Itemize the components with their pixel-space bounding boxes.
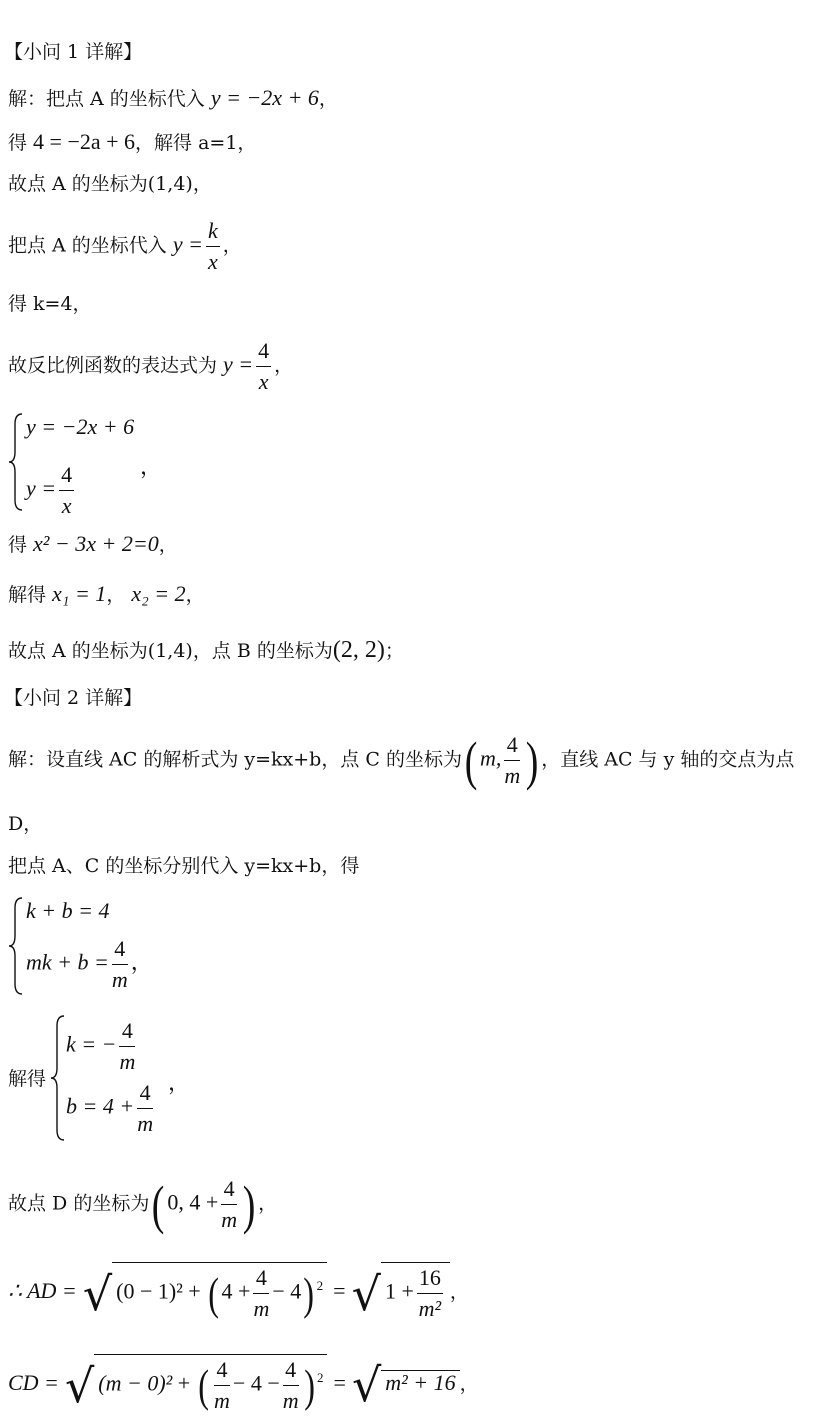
radical-icon: √ [351,1266,381,1321]
line-substitute-ac: 把点 A、C 的坐标分别代入 y=kx+b，得 [8,855,360,877]
left-brace-icon [50,1014,66,1142]
q1-header: 【小问 1 详解】 [4,41,143,63]
line-line-ac: 解：设直线 AC 的解析式为 y=kx+b，点 C 的坐标为( m, $\frac{4}{m}$ ) ，直线 AC 与 y 轴的交点为点 [8,730,795,791]
line-point-d: D， [8,813,43,835]
line-points-ab: 故点 A 的坐标为(1,4)，点 B 的坐标为(2, 2)； [8,637,404,663]
q2-header: 【小问 2 详解】 [4,687,143,709]
line-roots: 解得 x₁ = 1， x₂ = 2， [8,581,205,606]
radical-icon: √ [82,1266,113,1321]
fraction-4-over-m-cd2: $\frac{4}{m}$ [282,1357,299,1413]
radical-icon: √ [351,1358,382,1412]
fraction-4-over-x-sys: $\frac{4}{x}$ [61,462,73,518]
fraction-4-over-m-d: $\frac{4}{m}$ [221,1176,238,1232]
fraction-4-over-x: $\frac{4}{x}$ [258,338,270,394]
sqrt-ad-result: √ 1 + $\frac{16}{\text{m²}}$ [352,1262,450,1324]
equation-system-3: 解得 k = − $\frac{4}{m}$ b = 4 + $\frac{4}{m}$ ， [8,1014,248,1142]
line-substitute-k: 把点 A 的坐标代入 y = $\frac{k}{x}$ ， [8,216,242,277]
system2-row2: mk + b = $\frac{4}{m}$ ， [26,934,153,995]
sqrt-cd: √ (m − 0)² + ( $\frac{4}{m}$ − 4 − $\frac{4}{m}$ ) $^2$ [65,1354,327,1416]
fraction-4-over-m-cd1: $\frac{4}{m}$ [214,1357,230,1413]
system1-row2: y = $\frac{4}{x}$ [26,460,77,521]
fraction-k-over-x: $\frac{k}{x}$ [207,218,218,274]
fraction-4-over-m-b: $\frac{4}{m}$ [137,1080,154,1136]
line-inverse-function: 故反比例函数的表达式为 y = $\frac{4}{x}$ ， [8,336,293,397]
system3-row1: k = − $\frac{4}{m}$ [66,1016,138,1077]
line-quadratic: 得 x² − 3x + 2=0， [8,531,178,556]
equation-system-1: y = −2x + 6 y = $\frac{4}{x}$ ， [8,412,208,512]
fraction-4-over-m-sys2: $\frac{4}{m}$ [111,936,128,992]
sqrt-ad: √ (0 − 1)² + ( 4 + $\frac{4}{m}$ − 4) $^2$ [83,1262,327,1324]
fraction-4-over-m-c: $\frac{4}{m}$ [504,732,521,788]
line-k-value: 得 k=4， [8,293,92,315]
equation-system-2: k + b = 4 mk + b = $\frac{4}{m}$ ， [8,896,228,996]
line-solve-a: 得 4 = −2a + 6，解得 a=1， [8,129,257,154]
line-cd-length: CD = √ (m − 0)² + ( $\frac{4}{m}$ − 4 − $\frac{4}{m}$ ) $^2$ = √ m² + 16 ， [8,1354,479,1416]
radical-icon: √ [64,1358,95,1413]
line-point-a: 故点 A 的坐标为(1,4)， [8,173,212,195]
left-brace-icon [8,896,24,996]
line-ad-length: ∴ AD = √ (0 − 1)² + ( 4 + $\frac{4}{m}$ − 4) $^2$ = √ 1 + $\frac{16}{\text{m²}}$ ， [8,1262,469,1324]
line-point-d-coords: 故点 D 的坐标为( 0, 4 + $\frac{4}{m}$ ) ， [8,1174,278,1235]
line-substitute-a: 解：把点 A 的坐标代入 y = −2x + 6， [8,85,338,110]
fraction-4-over-m-ad: $\frac{4}{m}$ [253,1265,270,1321]
system3-row2: b = 4 + $\frac{4}{m}$ [66,1078,156,1139]
fraction-4-over-m-k: $\frac{4}{m}$ [119,1018,136,1074]
left-brace-icon [8,412,24,512]
fraction-16-over-m2: $\frac{16}{\text{m²}}$ [418,1265,442,1321]
sqrt-cd-result: √ m² + 16 [352,1362,460,1408]
